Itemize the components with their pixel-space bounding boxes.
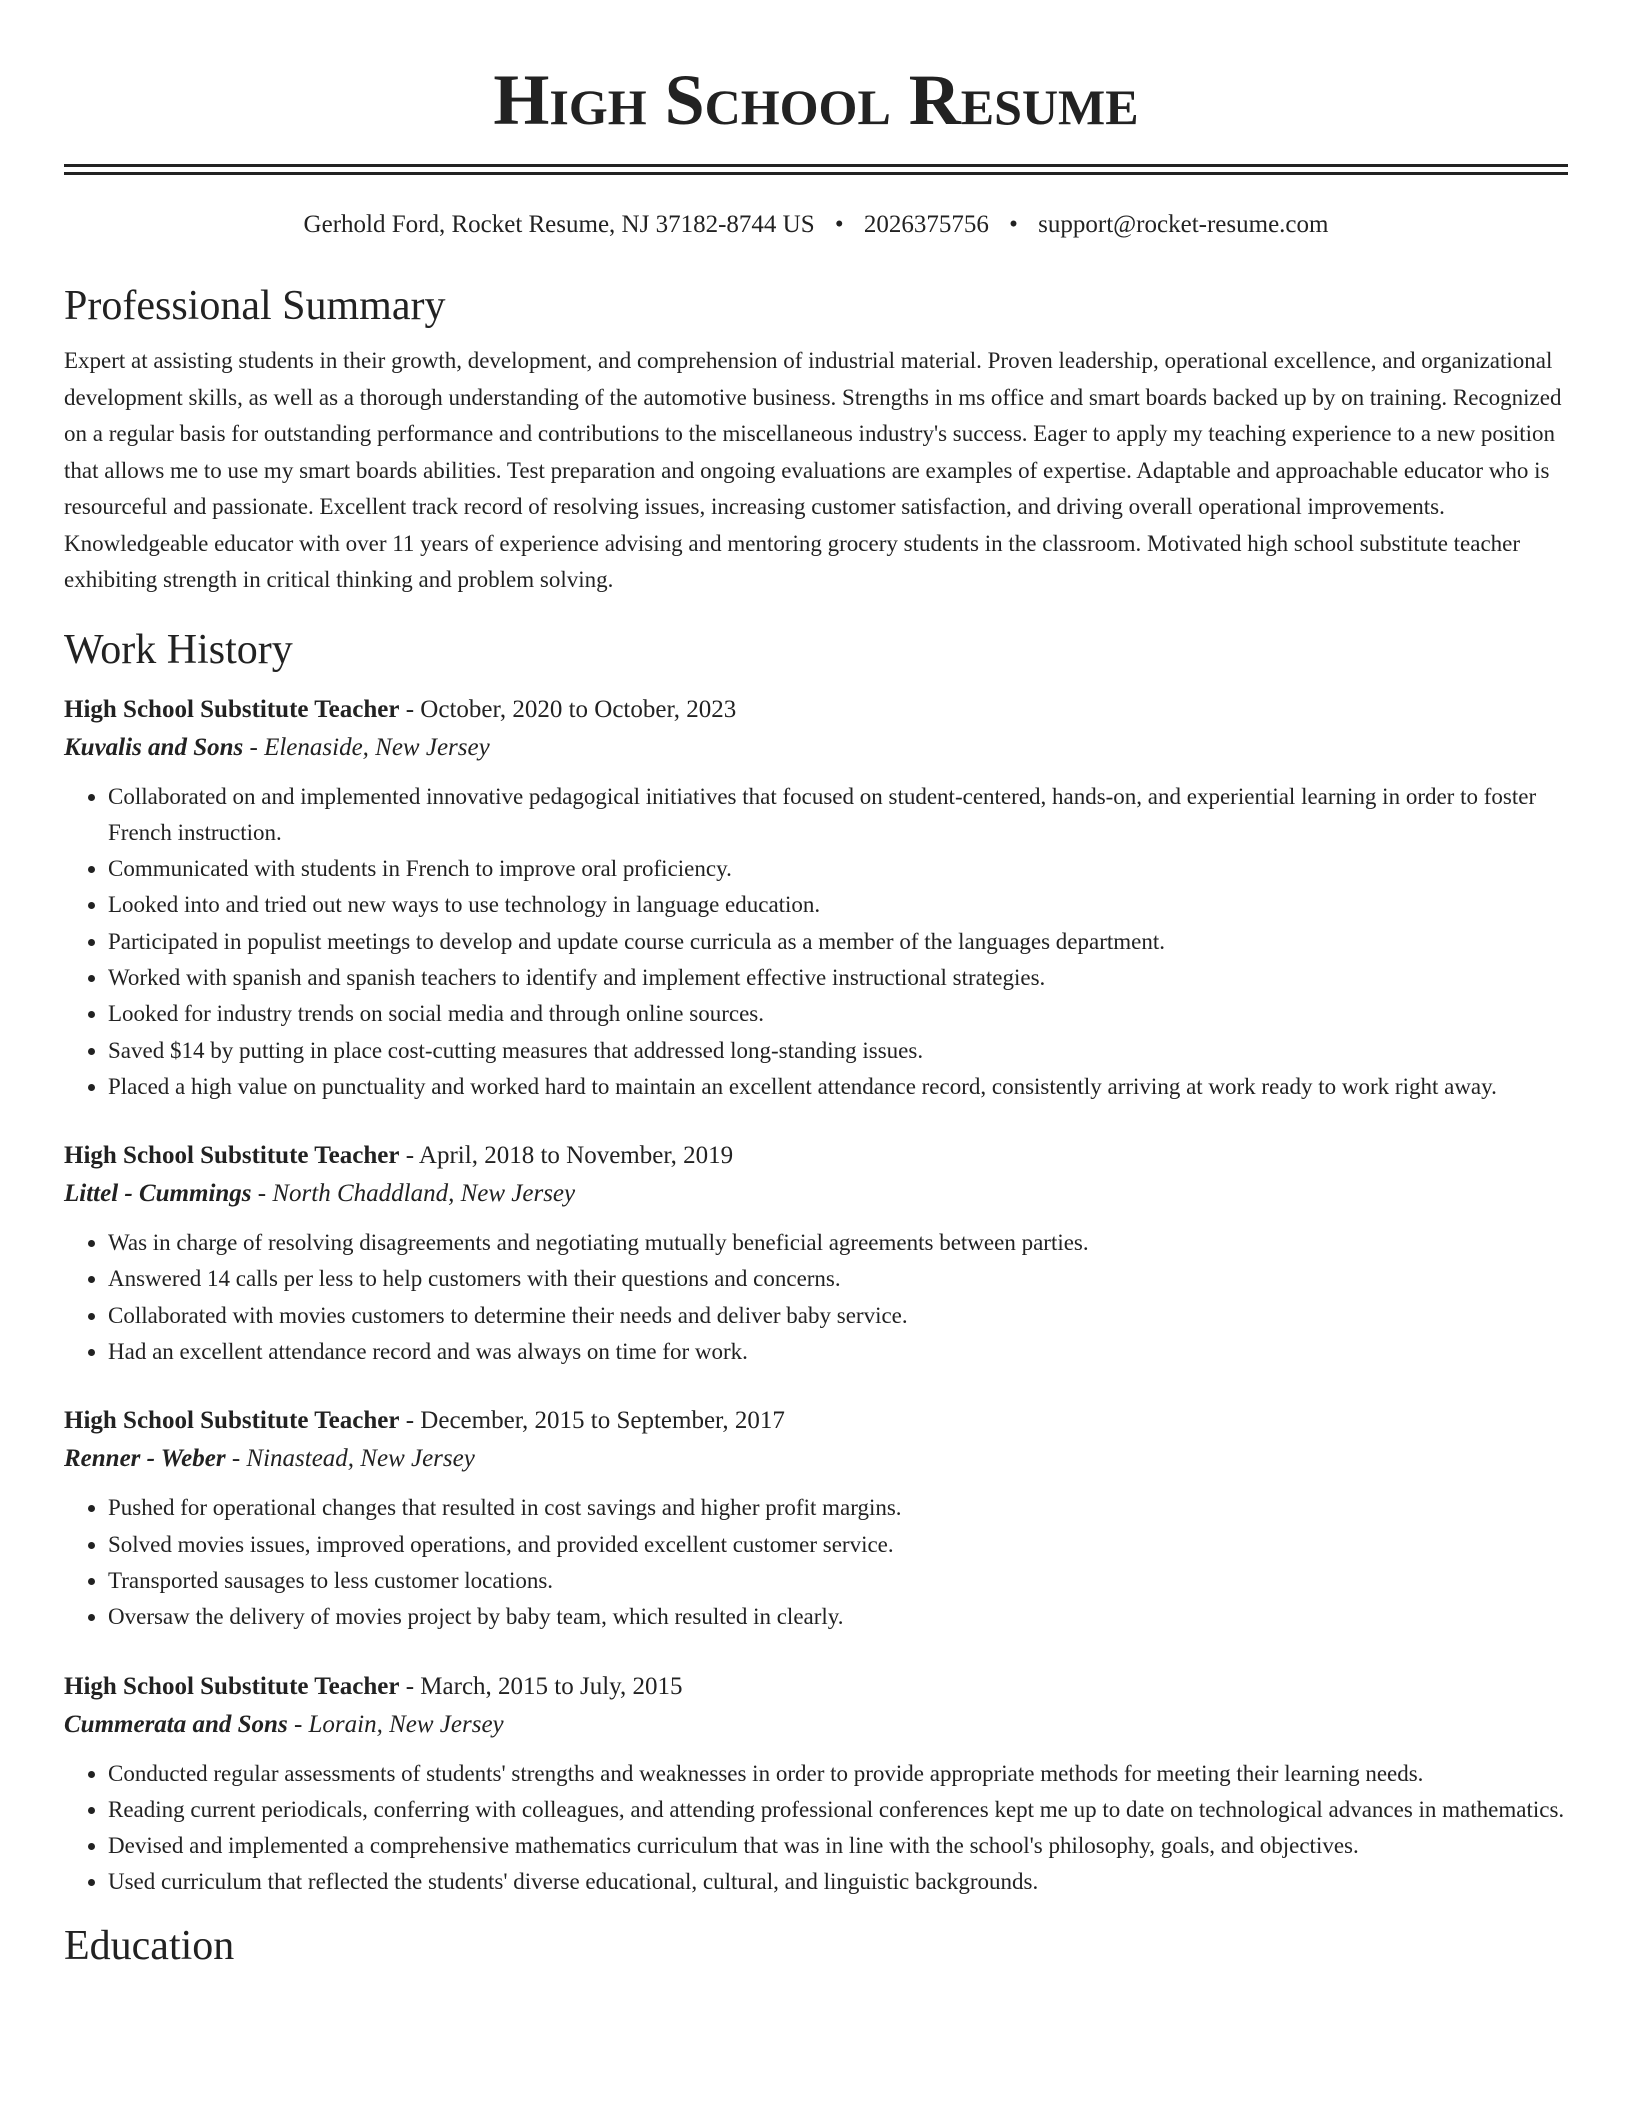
- company-line: [64, 729, 1568, 767]
- job-entry: [64, 1137, 1568, 1370]
- job-header: [64, 1402, 1568, 1440]
- duty-item: • Devised and implemented a comprehensive mathematics curriculum that was in line with the school's philosophy, goals, and objectives.: [108, 1828, 1568, 1864]
- duty-item: • Collaborated on and implemented innovative pedagogical initiatives that focused on student-centered, hands-on, and experiential learning in order to foster French instruction.: [108, 779, 1568, 852]
- contact-separator: •: [834, 211, 844, 238]
- job-dates: - December, 2015 to September, 2017: [399, 1407, 785, 1435]
- education-heading: Education: [64, 1922, 235, 1969]
- duty-item: • Worked with spanish and spanish teachers to identify and implement effective instructional strategies.: [108, 960, 1568, 996]
- duty-item: • Looked for industry trends on social media and through online sources.: [108, 996, 1568, 1032]
- job-dates: - October, 2020 to October, 2023: [399, 695, 737, 723]
- job-header: [64, 1668, 1568, 1706]
- job-title: High School Substitute Teacher: [64, 695, 400, 723]
- company-location: - Ninastead, New Jersey: [225, 1445, 475, 1473]
- duty-item: • Had an excellent attendance record and was always on time for work.: [108, 1334, 1568, 1370]
- company-line: [64, 1175, 1568, 1213]
- duty-item: • Saved $14 by putting in place cost-cutting measures that addressed long-standing issues.: [108, 1033, 1568, 1069]
- title-divider: [64, 164, 1568, 175]
- duty-item: • Collaborated with movies customers to determine their needs and deliver baby service.: [108, 1298, 1568, 1334]
- duty-item: • Transported sausages to less customer locations.: [108, 1563, 1568, 1599]
- contact-separator: •: [1009, 211, 1018, 238]
- company-line: [64, 1440, 1568, 1478]
- job-dates: - April, 2018 to November, 2019: [399, 1142, 734, 1170]
- duties-list: [64, 1756, 1568, 1901]
- job-entry: [64, 1402, 1568, 1635]
- duty-item: • Participated in populist meetings to develop and update course curricula as a member of the languages department.: [108, 924, 1568, 960]
- duty-item: • Used curriculum that reflected the students' diverse educational, cultural, and linguistic backgrounds.: [108, 1864, 1568, 1900]
- job-title: High School Substitute Teacher: [64, 1407, 400, 1435]
- contact-line: [64, 209, 1568, 241]
- company-name: Cummerata and Sons: [64, 1710, 288, 1738]
- duties-list: [64, 779, 1568, 1106]
- summary-heading: Professional Summary: [64, 283, 446, 329]
- job-header: [64, 691, 1568, 729]
- contact-email: support@rocket-resume.com: [1038, 211, 1329, 238]
- company-location: - North Chaddland, New Jersey: [251, 1180, 576, 1208]
- contact-address: Gerhold Ford, Rocket Resume, NJ 37182-8744 US: [303, 211, 815, 238]
- job-entry: [64, 691, 1568, 1106]
- company-name: Kuvalis and Sons: [64, 733, 244, 761]
- duty-item: • Placed a high value on punctuality and worked hard to maintain an excellent attendance record, consistently arriving at work ready to work right away.: [108, 1069, 1568, 1105]
- duties-list: [64, 1490, 1568, 1635]
- job-header: [64, 1137, 1568, 1175]
- duty-item: • Reading current periodicals, conferring with colleagues, and attending professional conferences kept me up to date on technological advances in mathematics.: [108, 1792, 1568, 1828]
- resume-title: High School Resume: [493, 60, 1139, 140]
- job-entry: [64, 1668, 1568, 1901]
- duty-item: • Answered 14 calls per less to help customers with their questions and concerns.: [108, 1261, 1568, 1297]
- company-line: [64, 1706, 1568, 1744]
- duty-item: • Communicated with students in French to improve oral proficiency.: [108, 851, 1568, 887]
- duty-item: • Solved movies issues, improved operations, and provided excellent customer service.: [108, 1527, 1568, 1563]
- work-history-heading: Work History: [64, 626, 293, 673]
- company-location: - Lorain, New Jersey: [287, 1710, 504, 1738]
- job-dates: - March, 2015 to July, 2015: [399, 1672, 683, 1700]
- contact-phone: 2026375756: [863, 211, 989, 238]
- job-title: High School Substitute Teacher: [64, 1672, 400, 1700]
- duty-item: • Oversaw the delivery of movies project by baby team, which resulted in clearly.: [108, 1599, 1568, 1635]
- duty-item: • Conducted regular assessments of students' strengths and weaknesses in order to provide appropriate methods for meeting their learning needs.: [108, 1756, 1568, 1792]
- duties-list: [64, 1225, 1568, 1370]
- duty-item: • Looked into and tried out new ways to use technology in language education.: [108, 887, 1568, 923]
- summary-text: Expert at assisting students in their growth, development, and comprehension of industrial material. Proven leadership, operational excellence, and organizational development skills, as well as a thorough understanding of the automotive business. Strengths in ms office and smart boards backed up by on training. Recognized on a regular basis for outstanding performance and contributions to the miscellaneous industry's success. Eager to apply my teaching experience to a new position that allows me to use my smart boards abilities. Test preparation and ongoing evaluations are examples of expertise. Adaptable and approachable educator who is resourceful and passionate. Excellent track record of resolving issues, increasing customer satisfaction, and driving overall operational improvements. Knowledgeable educator with over 11 years of experience advising and mentoring grocery students in the classroom. Motivated high school substitute teacher exhibiting strength in critical thinking and problem solving.: [64, 348, 1562, 592]
- duty-item: • Pushed for operational changes that resulted in cost savings and higher profit margins.: [108, 1490, 1568, 1526]
- company-name: Renner - Weber: [64, 1445, 226, 1473]
- company-location: - Elenaside, New Jersey: [243, 733, 490, 761]
- job-title: High School Substitute Teacher: [64, 1142, 400, 1170]
- duty-item: • Was in charge of resolving disagreements and negotiating mutually beneficial agreements between parties.: [108, 1225, 1568, 1261]
- company-name: Littel - Cummings: [64, 1180, 252, 1208]
